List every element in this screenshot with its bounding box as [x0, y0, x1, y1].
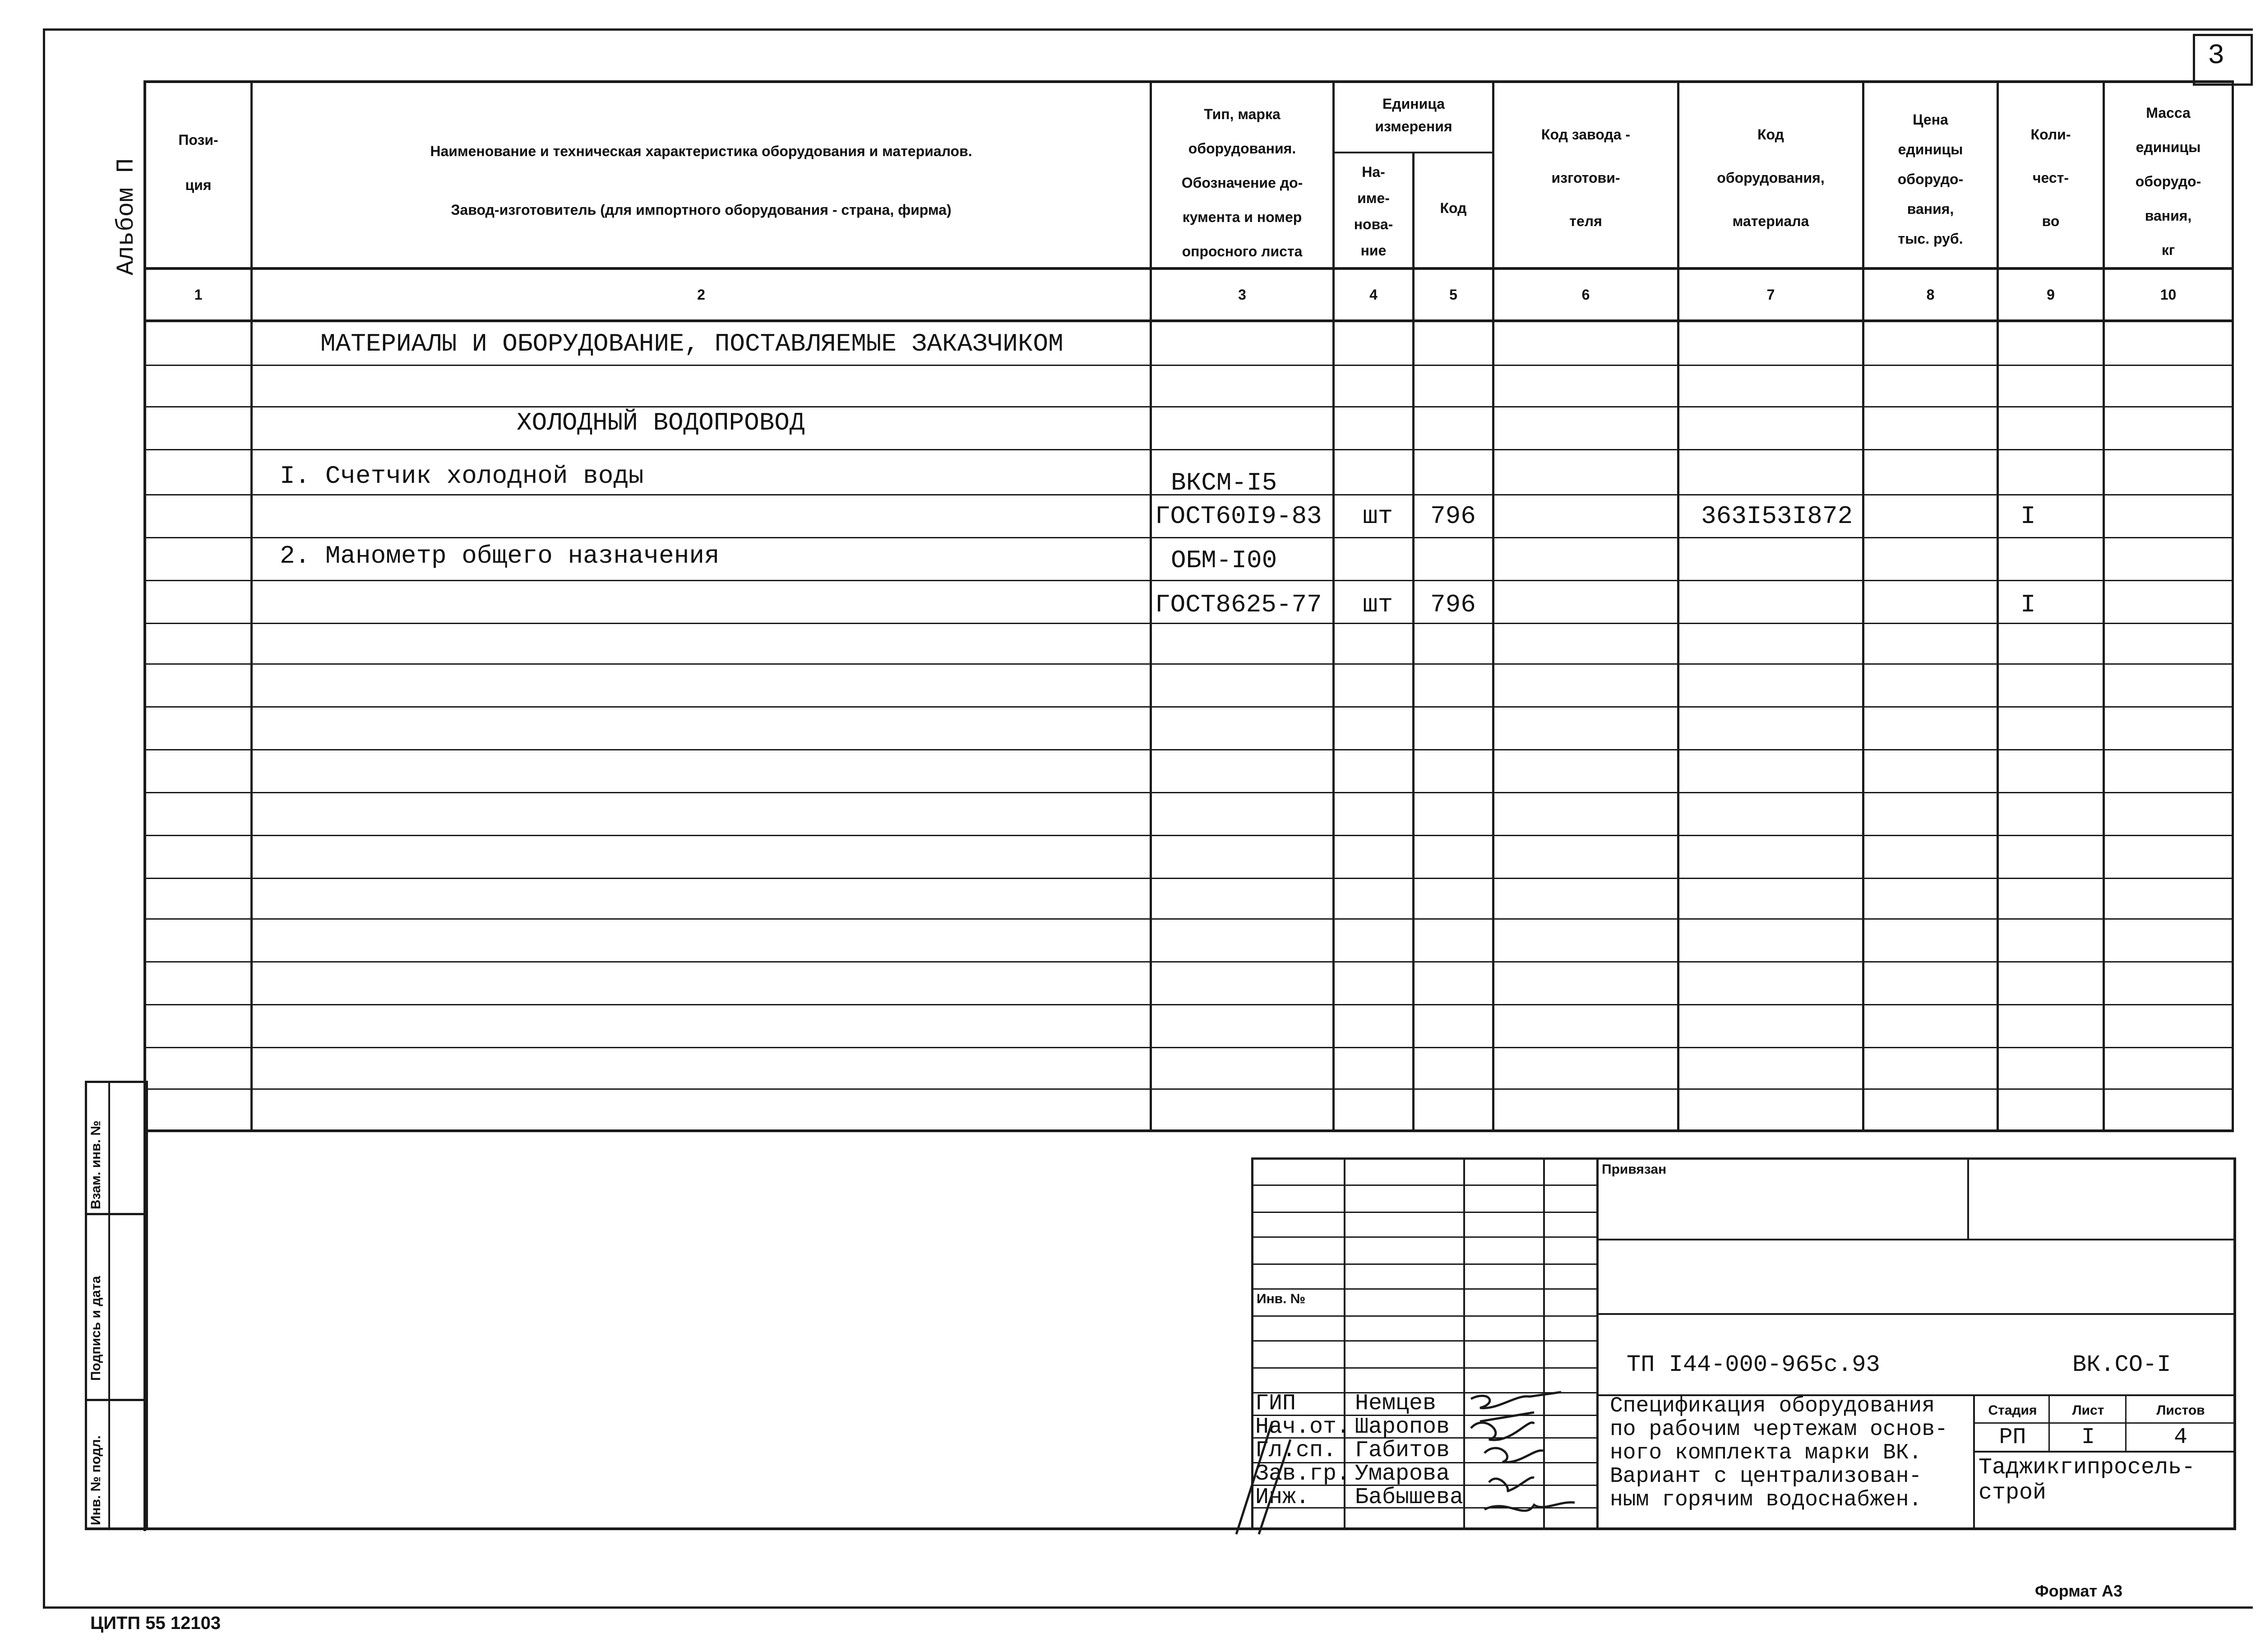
tb-right [2233, 1157, 2236, 1530]
tb-top [1251, 1157, 2236, 1160]
side-stamp-vzam: Взам. инв. № [88, 1120, 103, 1209]
footer-right: Формат А3 [2035, 1582, 2123, 1600]
tb-privyazan: Привязан [1602, 1162, 1667, 1177]
col-number-2: 2 [697, 287, 705, 303]
item1-code: 796 [1430, 502, 1476, 531]
signatures [1218, 1385, 1588, 1539]
side-stamp-inv: Инв. № подл. [88, 1435, 103, 1525]
table-row-line [143, 878, 2234, 879]
side-stamp-inner-divider [108, 1081, 110, 1530]
item1-doc: ГОСТ60I9-83 [1155, 502, 1322, 531]
header-col5: Код [1440, 200, 1467, 216]
col-number-8: 8 [1926, 287, 1935, 303]
table-row-line [143, 406, 2234, 407]
table-row-line [143, 537, 2234, 538]
outer-frame-left [43, 28, 45, 1609]
side-stamp-divider-2 [85, 1399, 148, 1401]
table-row-line [143, 961, 2234, 963]
header-col10: Масса единицы оборудо- вания, кг [2135, 105, 2201, 258]
col-number-5: 5 [1449, 287, 1457, 303]
col-number-6: 6 [1581, 287, 1590, 303]
header-col4: На- име- нова- ние [1354, 164, 1393, 259]
outer-frame-bottom [43, 1606, 2253, 1609]
col-number-3: 3 [1238, 287, 1246, 303]
bottom-left-line [143, 1129, 146, 1531]
item1-type: ВКСМ-I5 [1171, 468, 1277, 497]
title-block-line [1596, 1157, 1599, 1530]
tb-sheet-label: Лист [2072, 1403, 2104, 1418]
item2-code: 796 [1430, 590, 1476, 619]
col-number-10: 10 [2160, 287, 2177, 303]
col-line-right [2232, 80, 2234, 1132]
table-bottom-border [143, 1129, 2234, 1132]
table-row-line [143, 749, 2234, 750]
table-top-border [143, 80, 2234, 83]
item1-name: I. Счетчик холодной воды [280, 462, 644, 491]
section-title: МАТЕРИАЛЫ И ОБОРУДОВАНИЕ, ПОСТАВЛЯЕМЫЕ ЗАКАЗЧИКОМ [320, 329, 1063, 358]
item2-unit: шт [1363, 590, 1393, 619]
table-row-line [143, 580, 2234, 581]
item2-doc: ГОСТ8625-77 [1155, 590, 1322, 619]
side-stamp-divider-1 [85, 1213, 148, 1215]
title-block-line [1596, 1239, 2236, 1240]
col-number-7: 7 [1766, 287, 1775, 303]
title-block-line [1973, 1394, 1975, 1530]
side-stamp-podpis: Подпись и дата [88, 1276, 103, 1381]
subsection-title: ХОЛОДНЫЙ ВОДОПРОВОД [517, 408, 805, 437]
tb-stage-label: Стадия [1988, 1403, 2037, 1418]
footer-left: ЦИТП 55 12103 [90, 1613, 221, 1633]
item1-unit: шт [1363, 502, 1393, 531]
tb-doc-code: ТП I44-000-965с.93 [1627, 1351, 1880, 1378]
table-row-line [143, 449, 2234, 450]
tb-description: Спецификация оборудования по рабочим чертежам основ- ного комплекта марки ВК. Вариант с централизован- ным горячим водоснабжен. [1610, 1394, 1948, 1512]
table-row-line [143, 706, 2234, 708]
item2-name: 2. Манометр общего назначения [280, 541, 720, 570]
table-row-line [143, 663, 2234, 665]
tb-sheets: 4 [2173, 1424, 2187, 1450]
header-unit-group: Единица измерения [1375, 96, 1452, 134]
outer-frame-top [43, 28, 2253, 31]
table-row-line [143, 1088, 2234, 1090]
table-row-line [143, 918, 2234, 920]
item2-type: ОБМ-I00 [1171, 546, 1277, 575]
header-col7: Код оборудования, материала [1717, 126, 1825, 229]
page-number: 3 [2208, 40, 2225, 72]
tb-stage: РП [1999, 1424, 2026, 1450]
title-block-line [1967, 1157, 1969, 1239]
tb-names: Немцев Шаропов Габитов Умарова Бабышева [1355, 1391, 1464, 1510]
header-col8: Цена единицы оборудо- вания, тыс. руб. [1897, 111, 1964, 247]
col-number-9: 9 [2047, 287, 2055, 303]
tb-inv-no: Инв. № [1257, 1291, 1306, 1306]
tb-sheet: I [2081, 1424, 2095, 1450]
tb-organization: Таджикгипросель- строй [1979, 1455, 2196, 1506]
tb-roles: ГИП Нач.от. Гл.сп. Зав.гр. Инж. [1255, 1391, 1350, 1510]
title-block-line [1596, 1313, 2236, 1315]
tb-mark: ВК.СО-I [2072, 1351, 2171, 1378]
table-row-line [143, 1047, 2234, 1048]
table-row-line [143, 623, 2234, 624]
table-row-line [143, 835, 2234, 836]
album-label: Альбом П [113, 158, 140, 275]
item2-qty: I [2020, 590, 2036, 619]
table-row-line [143, 365, 2234, 366]
col-line-left [143, 80, 146, 1132]
numbers-bottom-border [143, 319, 2234, 322]
bottom-line [85, 1527, 2236, 1530]
header-col9: Коли- чест- во [2030, 126, 2071, 229]
table-row-line [143, 1004, 2234, 1005]
header-col2: Наименование и техническая характеристика оборудования и материалов. Завод-изготовитель (для импортного оборудования - страна, фирма) [430, 143, 972, 218]
col-number-1: 1 [194, 287, 203, 303]
header-col1: Пози- ция [178, 132, 218, 193]
table-row-line [143, 792, 2234, 793]
item1-material-code: 363I53I872 [1701, 502, 1853, 531]
tb-sheets-label: Листов [2156, 1403, 2205, 1418]
item1-qty: I [2020, 502, 2036, 531]
title-block-line [1973, 1451, 2236, 1453]
header-col6: Код завода - изготови- теля [1541, 126, 1631, 229]
header-col3: Тип, марка оборудования. Обозначение до- кумента и номер опросного листа [1181, 106, 1303, 259]
col-number-4: 4 [1369, 287, 1378, 303]
